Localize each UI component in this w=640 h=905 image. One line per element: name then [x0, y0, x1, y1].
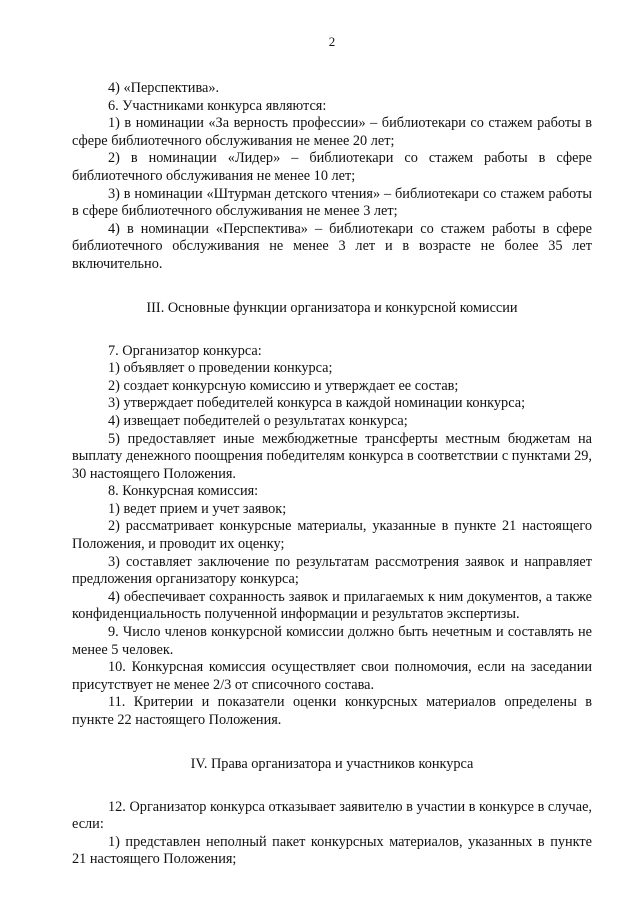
paragraph: 7. Организатор конкурса: — [108, 342, 262, 359]
paragraph: 3) в номинации «Штурман детского чтения» – библиотекари со стажем работы в сфере библиотечного обслуживания не менее 3 лет; — [72, 185, 592, 220]
paragraph: 4) в номинации «Перспектива» – библиотекари со стажем работы в сфере библиотечного обслуживания не менее 3 лет и в возрасте не более 35 лет включительно. — [72, 220, 592, 272]
paragraph: 8. Конкурсная комиссия: — [108, 483, 259, 500]
paragraph: 11. Критерии и показатели оценки конкурсных материалов определены в пункте 22 настоящего Положения. — [72, 694, 592, 728]
paragraph: 1) представлен неполный пакет конкурсных материалов, указанных в пункте 21 настоящего Положения; — [72, 833, 592, 868]
page-number: 2 — [328, 34, 336, 49]
paragraph: 3) утверждает победителей конкурса в каждой номинации конкурса; — [108, 395, 526, 412]
paragraph: 12. Организатор конкурса отказывает заявителю в участии в конкурсе в случае, если: — [72, 798, 592, 833]
paragraph: 1) объявляет о проведении конкурса; — [108, 360, 333, 377]
paragraph: 4) извещает победителей о результатах конкурса; — [108, 412, 408, 429]
section-functions — [72, 343, 592, 730]
section-participants — [72, 80, 592, 274]
paragraph: 1) в номинации «За верность профессии» – библиотекари со стажем работы в сфере библиотечного обслуживания не менее 20 лет; — [72, 115, 592, 149]
paragraph: 1) ведет прием и учет заявок; — [108, 500, 287, 517]
paragraph: 4) «Перспектива». — [108, 80, 220, 96]
paragraph: 2) создает конкурсную комиссию и утверждает ее состав; — [108, 377, 459, 394]
section-heading-3: III. Основные функции организатора и конкурсной комиссии — [146, 299, 518, 316]
paragraph: 2) рассматривает конкурсные материалы, указанные в пункте 21 настоящего Положения, и проводит их оценку; — [72, 518, 592, 553]
section-rights — [72, 799, 592, 869]
paragraph: 2) в номинации «Лидер» – библиотекари со стажем работы в сфере библиотечного обслуживания не менее 10 лет; — [72, 150, 592, 184]
paragraph: 4) обеспечивает сохранность заявок и прилагаемых к ним документов, а также конфиденциальность полученной информации и результатов экспертизы. — [72, 588, 592, 623]
paragraph: 6. Участниками конкурса являются: — [108, 97, 327, 114]
section-heading-4: IV. Права организатора и участников конкурса — [190, 755, 474, 772]
paragraph: 5) предоставляет иные межбюджетные трансферты местным бюджетам на выплату денежного поощрения победителям конкурса в соответствии с пунктами 29, 30 настоящего Положения. — [72, 430, 592, 482]
paragraph: 3) составляет заключение по результатам рассмотрения заявок и направляет предложения организатору конкурса; — [72, 553, 592, 588]
paragraph: 9. Число членов конкурсной комиссии должно быть нечетным и составлять не менее 5 человек. — [72, 624, 592, 658]
paragraph: 10. Конкурсная комиссия осуществляет свои полномочия, если на заседании присутствует не менее 2/3 от списочного состава. — [72, 659, 592, 693]
